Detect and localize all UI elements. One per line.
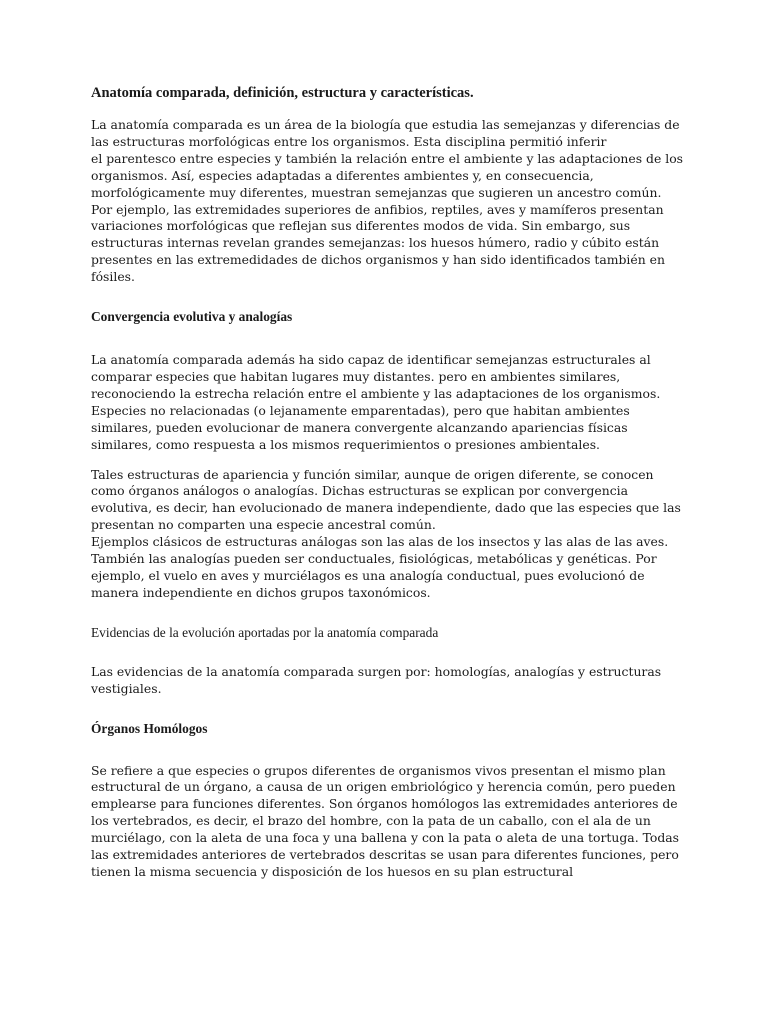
text-line: evolutiva, es decir, han evolucionado de manera independiente, dado que las especies que las bbox=[91, 500, 681, 516]
text-line: reconociendo la estrecha relación entre el ambiente y las adaptaciones de los organismos. bbox=[91, 385, 661, 401]
text-line: variaciones morfológicas que reflejan sus diferentes modos de vida. Sin embargo, sus bbox=[91, 218, 631, 234]
text-line: similares, como respuesta a los mismos requerimientos o presiones ambientales. bbox=[91, 436, 600, 452]
document-title: Anatomía comparada, definición, estructura y características. bbox=[91, 85, 474, 101]
text-line: emplearse para funciones diferentes. Son órganos homólogos las extremidades anteriores de bbox=[91, 796, 678, 812]
section-heading-evidencias: Evidencias de la evolución aportadas por la anatomía comparada bbox=[91, 624, 439, 640]
text-line: fósiles. bbox=[91, 269, 135, 285]
section3-paragraph bbox=[91, 762, 680, 881]
text-line: También las analogías pueden ser conductuales, fisiológicas, metabólicas y genéticas. Por bbox=[91, 551, 657, 567]
section1-paragraph-1 bbox=[91, 352, 673, 453]
intro-paragraph bbox=[91, 117, 684, 286]
text-line: vestigiales. bbox=[91, 680, 162, 696]
text-line: murciélago, con la aleta de una foca y una ballena y con la pata o aleta de una tortuga. Todas bbox=[91, 830, 680, 846]
section2-paragraph bbox=[91, 664, 673, 698]
text-line: Ejemplos clásicos de estructuras análogas son las alas de los insectos y las alas de las aves. bbox=[91, 534, 669, 550]
text-line: Las evidencias de la anatomía comparada surgen por: homologías, analogías y estructuras bbox=[91, 663, 662, 679]
text-line: presentan no comparten una especie ancestral común. bbox=[91, 517, 436, 533]
text-line: manera independiente en dichos grupos taxonómicos. bbox=[91, 584, 431, 600]
document-page bbox=[91, 84, 684, 881]
text-line: estructuras internas revelan grandes semejanzas: los huesos húmero, radio y cúbito están bbox=[91, 235, 660, 251]
text-line: La anatomía comparada es un área de la biología que estudia las semejanzas y diferencias de bbox=[91, 117, 680, 132]
text-line: las estructuras morfológicas entre los organismos. Esta disciplina permitió inferir bbox=[91, 133, 607, 149]
text-line: similares, pueden evolucionar de manera convergente alcanzando apariencias físicas bbox=[91, 419, 628, 435]
text-line: los vertebrados, es decir, el brazo del hombre, con la pata de un caballo, con el ala de un bbox=[91, 813, 651, 829]
text-line: morfológicamente muy diferentes, muestran semejanzas que sugieren un ancestro común. bbox=[91, 184, 662, 200]
text-line: ejemplo, el vuelo en aves y murciélagos es una analogía conductual, pues evolucionó de bbox=[91, 567, 645, 583]
text-line: presentes en las extremedidades de dichos organismos y han sido identificados también en bbox=[91, 252, 665, 268]
text-line: como órganos análogos o analogías. Dichas estructuras se explican por convergencia bbox=[91, 483, 629, 499]
text-line: Se refiere a que especies o grupos diferentes de organismos vivos presentan el mismo plan bbox=[91, 762, 666, 778]
text-line: estructural de un órgano, a causa de un origen embriológico y herencia común, pero pueden bbox=[91, 779, 676, 795]
section-heading-organos-homologos: Órganos Homólogos bbox=[91, 720, 208, 736]
section1-paragraph-2 bbox=[91, 466, 681, 602]
text-line: comparar especies que habitan lugares muy distantes. pero en ambientes similares, bbox=[91, 368, 621, 384]
text-line: La anatomía comparada además ha sido capaz de identificar semejanzas estructurales al bbox=[91, 352, 651, 368]
section-heading-convergencia: Convergencia evolutiva y analogías bbox=[91, 309, 293, 325]
text-line: el parentesco entre especies y también la relación entre el ambiente y las adaptaciones de los bbox=[91, 150, 684, 166]
text-line: Tales estructuras de apariencia y función similar, aunque de origen diferente, se conocen bbox=[91, 466, 654, 482]
text-line: las extremidades anteriores de vertebrados descritas se usan para diferentes funciones, pero bbox=[91, 847, 679, 863]
text-line: Especies no relacionadas (o lejanamente emparentadas), pero que habitan ambientes bbox=[91, 402, 630, 418]
text-line: organismos. Así, especies adaptadas a diferentes ambientes y, en consecuencia, bbox=[91, 167, 594, 183]
text-line: Por ejemplo, las extremidades superiores de anfibios, reptiles, aves y mamíferos presentan bbox=[91, 201, 664, 217]
text-line: tienen la misma secuencia y disposición de los huesos en su plan estructural bbox=[91, 864, 574, 879]
